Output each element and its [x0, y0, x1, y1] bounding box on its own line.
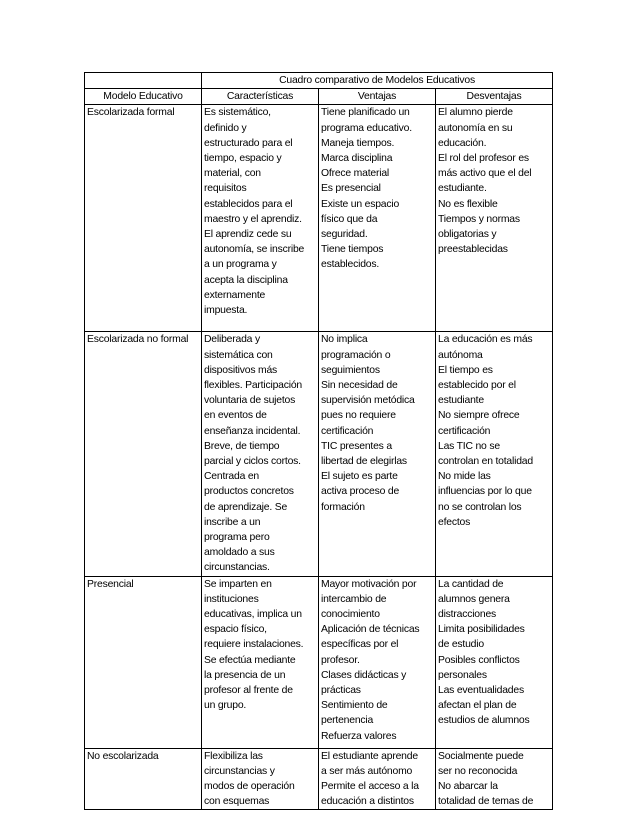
- ventajas-line: Tiene planificado un: [321, 107, 410, 119]
- ventajas-cell: [319, 748, 436, 810]
- ventajas-cell: [319, 576, 436, 748]
- caracteristicas-line: inscribe a un: [204, 516, 261, 528]
- caracteristicas-cell: [202, 332, 319, 576]
- caracteristicas-line: requisitos: [204, 183, 247, 195]
- table-title-row: [85, 73, 553, 89]
- caracteristicas-line: con esquemas: [204, 796, 270, 808]
- caracteristicas-line: Breve, de tiempo: [204, 440, 280, 452]
- ventajas-line: seguridad.: [321, 229, 368, 241]
- ventajas-line: educación a distintos: [321, 796, 414, 808]
- desventajas-line: establecido por el: [438, 380, 516, 392]
- caracteristicas-line: dispositivos más: [204, 364, 278, 376]
- caracteristicas-line: impuesta.: [204, 305, 248, 317]
- table-row: [85, 576, 553, 748]
- comparison-table: [84, 72, 553, 810]
- ventajas-line: TIC presentes a: [321, 440, 392, 452]
- caracteristicas-line: a un programa y: [204, 259, 277, 271]
- caracteristicas-line: un grupo.: [204, 700, 247, 712]
- desventajas-line: certificación: [438, 425, 491, 437]
- desventajas-line: preestablecidas: [438, 244, 508, 256]
- caracteristicas-line: parcial y ciclos cortos.: [204, 456, 301, 468]
- ventajas-line: El estudiante aprende: [321, 750, 418, 762]
- model-cell: [85, 576, 202, 748]
- ventajas-line: Maneja tiempos.: [321, 137, 395, 149]
- desventajas-line: totalidad de temas de: [438, 796, 534, 808]
- ventajas-line: Mayor motivación por: [321, 578, 417, 590]
- caracteristicas-line: voluntaria de sujetos: [204, 395, 296, 407]
- ventajas-line: Existe un espacio: [321, 198, 400, 210]
- caracteristicas-line: sistemática con: [204, 349, 273, 361]
- ventajas-line: establecidos.: [321, 259, 380, 271]
- caracteristicas-line: tiempo, espacio y: [204, 153, 282, 165]
- ventajas-line: formación: [321, 501, 365, 513]
- caracteristicas-line: programa pero: [204, 532, 270, 544]
- table-row: [85, 332, 553, 576]
- ventajas-line: Aplicación de técnicas: [321, 624, 420, 636]
- desventajas-line: más activo que el del: [438, 168, 532, 180]
- table-row: [85, 105, 553, 332]
- ventajas-line: Refuerza valores: [321, 730, 397, 742]
- header-desventajas: Desventajas: [436, 89, 553, 105]
- desventajas-line: No abarcar la: [438, 781, 498, 793]
- desventajas-line: personales: [438, 669, 487, 681]
- desventajas-line: No siempre ofrece: [438, 410, 520, 422]
- caracteristicas-line: Es sistemático,: [204, 107, 271, 119]
- caracteristicas-cell: [202, 105, 319, 332]
- header-modelo: Modelo Educativo: [85, 89, 202, 105]
- ventajas-line: prácticas: [321, 685, 361, 697]
- desventajas-line: El rol del profesor es: [438, 153, 529, 165]
- empty-title-cell: [85, 73, 202, 89]
- model-cell: [85, 332, 202, 576]
- ventajas-line: físico que da: [321, 213, 378, 225]
- ventajas-line: a ser más autónomo: [321, 765, 413, 777]
- desventajas-line: influencias por lo que: [438, 486, 532, 498]
- caracteristicas-cell: [202, 748, 319, 810]
- desventajas-line: No mide las: [438, 471, 491, 483]
- caracteristicas-line: circunstancias y: [204, 765, 275, 777]
- desventajas-line: No es flexible: [438, 198, 498, 210]
- caracteristicas-line: educativas, implica un: [204, 609, 302, 621]
- caracteristicas-line: instituciones: [204, 593, 259, 605]
- desventajas-cell: [436, 576, 553, 748]
- header-caracteristicas: Características: [202, 89, 319, 105]
- ventajas-line: No implica: [321, 334, 368, 346]
- desventajas-line: estudiante.: [438, 183, 487, 195]
- desventajas-line: autonomía en su: [438, 122, 513, 134]
- ventajas-line: activa proceso de: [321, 486, 400, 498]
- model-name: Presencial: [87, 578, 134, 590]
- caracteristicas-line: profesor al frente de: [204, 685, 293, 697]
- desventajas-line: Socialmente puede: [438, 750, 524, 762]
- ventajas-line: Es presencial: [321, 183, 381, 195]
- ventajas-line: conocimiento: [321, 609, 380, 621]
- ventajas-line: libertad de elegirlas: [321, 456, 407, 468]
- caracteristicas-line: flexibles. Participación: [204, 380, 303, 392]
- caracteristicas-line: acepta la disciplina: [204, 274, 288, 286]
- caracteristicas-line: autonomía, se inscribe: [204, 244, 305, 256]
- ventajas-line: Permite el acceso a la: [321, 781, 419, 793]
- ventajas-line: programa educativo.: [321, 122, 412, 134]
- desventajas-line: estudiante: [438, 395, 484, 407]
- caracteristicas-line: El aprendiz cede su: [204, 229, 292, 241]
- caracteristicas-line: amoldado a sus: [204, 547, 275, 559]
- desventajas-line: efectos: [438, 516, 471, 528]
- ventajas-line: certificación: [321, 425, 374, 437]
- desventajas-cell: [436, 332, 553, 576]
- ventajas-cell: [319, 332, 436, 576]
- model-name: Escolarizada formal: [87, 107, 175, 119]
- desventajas-line: Tiempos y normas: [438, 213, 520, 225]
- ventajas-line: profesor.: [321, 654, 360, 666]
- header-ventajas: Ventajas: [319, 89, 436, 105]
- caracteristicas-line: en eventos de: [204, 410, 267, 422]
- table-row: [85, 748, 553, 810]
- desventajas-line: Limita posibilidades: [438, 624, 525, 636]
- desventajas-line: distracciones: [438, 609, 497, 621]
- ventajas-line: Ofrece material: [321, 168, 390, 180]
- desventajas-line: controlan en totalidad: [438, 456, 533, 468]
- ventajas-line: programación o: [321, 349, 391, 361]
- caracteristicas-line: requiere instalaciones.: [204, 639, 304, 651]
- desventajas-line: El alumno pierde: [438, 107, 513, 119]
- caracteristicas-line: material, con: [204, 168, 261, 180]
- desventajas-cell: [436, 748, 553, 810]
- ventajas-line: El sujeto es parte: [321, 471, 398, 483]
- model-name: No escolarizada: [87, 750, 159, 762]
- caracteristicas-line: maestro y el aprendiz.: [204, 213, 302, 225]
- ventajas-line: Marca disciplina: [321, 153, 393, 165]
- ventajas-line: supervisión metódica: [321, 395, 415, 407]
- desventajas-line: educación.: [438, 137, 487, 149]
- desventajas-line: Las eventualidades: [438, 685, 524, 697]
- ventajas-line: pues no requiere: [321, 410, 396, 422]
- caracteristicas-line: espacio físico,: [204, 624, 267, 636]
- caracteristicas-line: circunstancias.: [204, 562, 270, 574]
- desventajas-line: estudios de alumnos: [438, 715, 530, 727]
- ventajas-cell: [319, 105, 436, 332]
- model-name: Escolarizada no formal: [87, 334, 189, 346]
- caracteristicas-line: establecidos para el: [204, 198, 293, 210]
- ventajas-line: Tiene tiempos: [321, 244, 384, 256]
- ventajas-line: intercambio de: [321, 593, 387, 605]
- caracteristicas-line: externamente: [204, 289, 266, 301]
- table-header-row: [85, 89, 553, 105]
- desventajas-line: La educación es más: [438, 334, 533, 346]
- desventajas-line: ser no reconocida: [438, 765, 518, 777]
- table-title: Cuadro comparativo de Modelos Educativos: [202, 73, 553, 89]
- desventajas-line: Posibles conflictos: [438, 654, 520, 666]
- model-cell: [85, 105, 202, 332]
- desventajas-line: obligatorias y: [438, 229, 497, 241]
- comparison-document: [84, 72, 552, 810]
- desventajas-line: Las TIC no se: [438, 440, 500, 452]
- caracteristicas-line: enseñanza incidental.: [204, 425, 301, 437]
- caracteristicas-line: modos de operación: [204, 781, 295, 793]
- caracteristicas-line: productos concretos: [204, 486, 294, 498]
- caracteristicas-line: Deliberada y: [204, 334, 260, 346]
- desventajas-line: El tiempo es: [438, 364, 493, 376]
- desventajas-line: La cantidad de: [438, 578, 504, 590]
- caracteristicas-line: Se imparten en: [204, 578, 272, 590]
- caracteristicas-line: estructurado para el: [204, 137, 293, 149]
- desventajas-line: afectan el plan de: [438, 700, 517, 712]
- caracteristicas-line: Centrada en: [204, 471, 259, 483]
- ventajas-line: pertenencia: [321, 715, 374, 727]
- desventajas-line: autónoma: [438, 349, 483, 361]
- caracteristicas-line: de aprendizaje. Se: [204, 501, 288, 513]
- desventajas-line: no se controlan los: [438, 501, 522, 513]
- ventajas-line: Sentimiento de: [321, 700, 388, 712]
- caracteristicas-cell: [202, 576, 319, 748]
- caracteristicas-line: definido y: [204, 122, 247, 134]
- caracteristicas-line: Flexibiliza las: [204, 750, 263, 762]
- caracteristicas-line: Se efectúa mediante: [204, 654, 296, 666]
- desventajas-line: de estudio: [438, 639, 484, 651]
- desventajas-cell: [436, 105, 553, 332]
- ventajas-line: Sin necesidad de: [321, 380, 398, 392]
- desventajas-line: alumnos genera: [438, 593, 510, 605]
- ventajas-line: Clases didácticas y: [321, 669, 407, 681]
- ventajas-line: seguimientos: [321, 364, 380, 376]
- caracteristicas-line: la presencia de un: [204, 669, 286, 681]
- model-cell: [85, 748, 202, 810]
- ventajas-line: específicas por el: [321, 639, 399, 651]
